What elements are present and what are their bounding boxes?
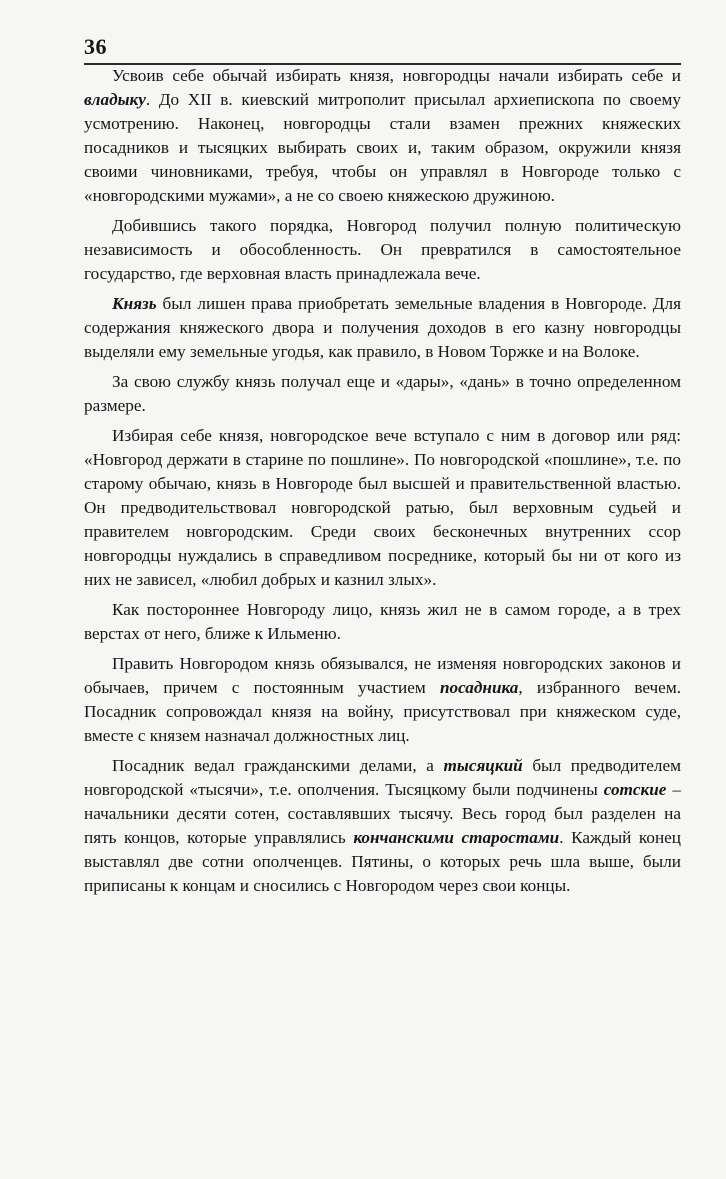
paragraph-6: Как постороннее Новгороду лицо, князь жил не в самом городе, а в трех верстах от него, ближе к Ильменю. <box>84 600 681 643</box>
paragraph-1 <box>84 64 681 208</box>
paragraph-5: Избирая себе князя, новгородское вече вступало с ним в договор или ряд: «Новгород держати в старине по пошлине». По новгородской «пошлине», т.е. по старому обычаю, князь в Новгороде был высшей и правительственной властью. Он предводительствовал новгородской ратью, был верховным судьей и правителем новгородским. Среди своих бесконечных внутренних ссор новгородцы нуждались в справедливом посреднике, который бы ни от кого из них не зависел, «любил добрых и казнил злых». <box>84 426 681 589</box>
term-posadnik: посадника <box>439 678 519 697</box>
paragraph-1-text-2: . До XII в. киевский митрополит присылал архиепископа по своему усмотрению. Наконец, новгородцы стали взамен прежних княжеских посадников и тысяцких выбирать своих и, таким образом, окружили князя своими чиновниками, требуя, чтобы он управлял в Новгороде только с «новгородскими мужами», а не со своею княжескою дружиною. <box>84 90 681 205</box>
paragraph-8-text-4: . Каждый конец выставлял две сотни ополченцев. Пятины, о которых речь шла выше, были приписаны к концам и сносились с Новгородом через свои концы. <box>84 828 682 895</box>
paragraph-2: Добившись такого порядка, Новгород получил полную политическую независимость и обособленность. Он превратился в самостоятельное государство, где верховная власть принадлежала вече. <box>84 216 681 283</box>
paragraph-8-text-3: – начальники десяти сотен, составлявших тысячу. Весь город был разделен на пять концов, которые управлялись <box>84 780 681 847</box>
paragraph-1-text-1: Усвоив себе обычай избирать князя, новгородцы начали избирать себе и <box>112 66 681 85</box>
paragraph-8-text-1: Посадник ведал гражданскими делами, а <box>112 756 444 775</box>
paragraph-7-text-2: , избранного вечем. Посадник сопровождал князя на войну, присутствовал при княжеском суде, вместе с князем назначал должностных лиц. <box>84 678 681 745</box>
term-tysyatsky: тысяцкий <box>443 756 523 775</box>
paragraph-7 <box>84 652 681 748</box>
term-knyaz: Князь <box>112 294 157 313</box>
paragraph-7-text-1: Править Новгородом князь обязывался, не изменяя новгородских законов и обычаев, причем с постоянным участием <box>84 654 681 697</box>
page-text <box>84 64 681 904</box>
paragraph-8 <box>84 754 681 898</box>
term-konchanskie-starosty: кончанскими старостами <box>353 828 560 847</box>
paragraph-4: За свою службу князь получал еще и «дары», «дань» в точно определенном размере. <box>84 372 681 415</box>
term-vladyka: владыку <box>84 90 146 109</box>
paragraph-3-text: был лишен права приобретать земельные владения в Новгороде. Для содержания княжеского двора и получения доходов в его казну новгородцы выделяли ему земельные угодья, как правило, в Новом Торжке и на Волоке. <box>84 294 681 361</box>
paragraph-3 <box>84 292 681 364</box>
term-sotskie: сотские <box>603 780 667 799</box>
paragraph-8-text-2: был предводителем новгородской «тысячи», т.е. ополчения. Тысяцкому были подчинены <box>84 756 681 799</box>
page-number: 36 <box>84 34 107 59</box>
